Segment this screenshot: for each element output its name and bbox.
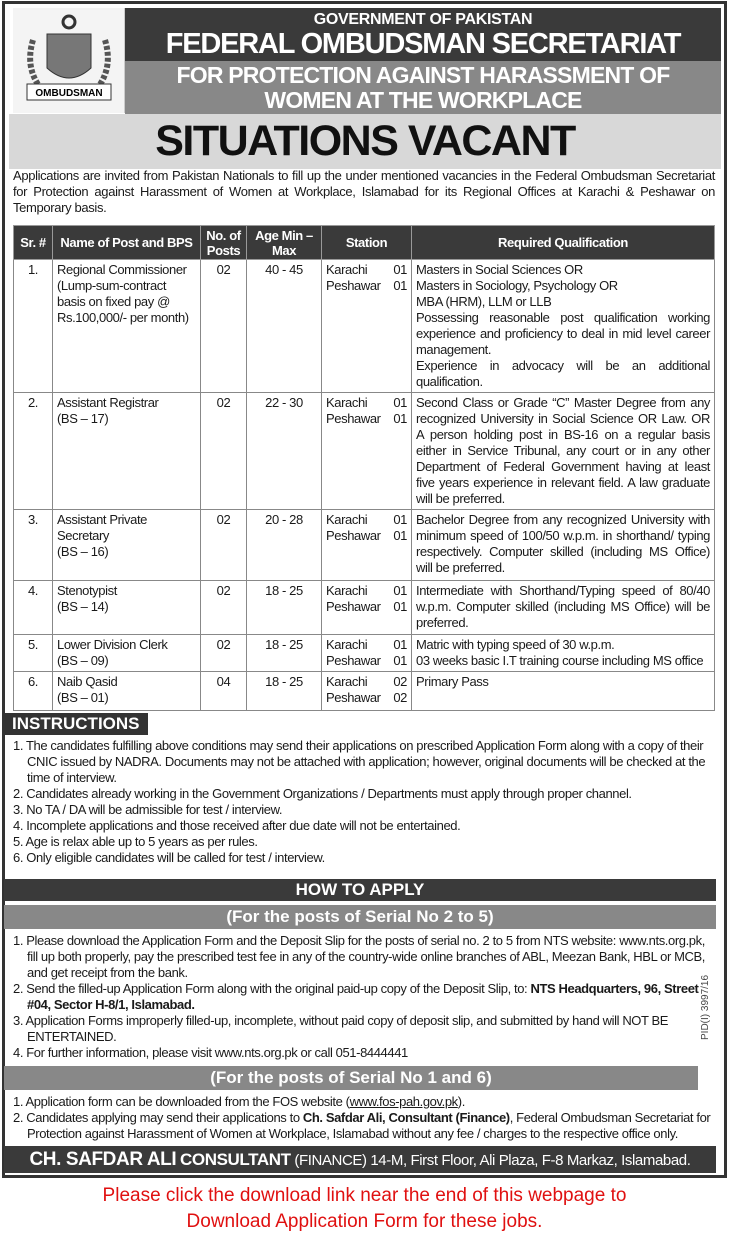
qualification-line: MBA (HRM), LLM or LLB bbox=[416, 294, 552, 309]
post-cell bbox=[53, 581, 201, 635]
col-post: Name of Post and BPS bbox=[53, 226, 201, 260]
qualification-line: Experience in advocacy will be an additional qualification. bbox=[416, 358, 710, 389]
station-count: 01 bbox=[393, 512, 407, 527]
post-cell bbox=[53, 393, 201, 510]
post-name: Lower Division Clerk bbox=[57, 637, 168, 652]
age-cell: 40 - 45 bbox=[247, 260, 322, 393]
station-cell bbox=[322, 260, 412, 393]
station-cell bbox=[322, 510, 412, 581]
post-name: Assistant Private Secretary bbox=[57, 512, 148, 543]
station-cell bbox=[322, 672, 412, 711]
post-detail: (Lump-sum-contract basis on fixed pay @ Rs.100,000/- per month) bbox=[57, 278, 189, 325]
header-banner bbox=[125, 8, 721, 61]
col-station: Station bbox=[322, 226, 412, 260]
station-name: Peshawar bbox=[326, 411, 381, 426]
consultant-name: Ch. Safdar Ali, Consultant (Finance) bbox=[302, 1110, 510, 1125]
station-count: 02 bbox=[393, 690, 407, 705]
station-count: 01 bbox=[393, 411, 407, 426]
list-item: 5. Age is relax able up to 5 years as per rules. bbox=[13, 834, 258, 849]
table-header bbox=[14, 226, 715, 260]
fos-website-link[interactable]: www.fos-pah.gov.pk bbox=[349, 1094, 458, 1109]
station-name: Karachi bbox=[326, 674, 368, 689]
station-name: Peshawar bbox=[326, 528, 381, 543]
station-count: 01 bbox=[393, 583, 407, 598]
serial-cell: 5. bbox=[14, 635, 53, 672]
serial-cell: 6. bbox=[14, 672, 53, 711]
qualification-cell bbox=[412, 672, 715, 711]
qualification-line: Second Class or Grade “C” Master Degree from any recognized University in Social Science OR Law. OR A person holding post in BS-16 on a regular basis either in Service Tribunal, any court or in any other Department of Federal Government having at least five years experience in relevant field. A law graduate will be preferred. bbox=[416, 395, 710, 506]
age-cell: 20 - 28 bbox=[247, 510, 322, 581]
post-detail: (BS – 17) bbox=[57, 411, 109, 426]
footer-contact bbox=[4, 1146, 716, 1173]
post-name: Assistant Registrar bbox=[57, 395, 159, 410]
table-row bbox=[14, 635, 715, 672]
list-item: 4. Incomplete applications and those received after due date will not be entertained. bbox=[13, 818, 461, 833]
station-name: Peshawar bbox=[326, 690, 381, 705]
age-cell: 18 - 25 bbox=[247, 581, 322, 635]
list-item: 1. Please download the Application Form and the Deposit Slip for the posts of serial no. 2 to 5 from NTS website: www.nts.org.pk, fill up both properly, pay the prescribed test fee in any of the country-wide online branches of ABL, Meezan Bank, HBL or MCB, and get receipt from the bank. bbox=[13, 933, 705, 980]
col-age: Age Min – Max bbox=[247, 226, 322, 260]
item-text: , Federal Ombudsman Secretariat for Protection against Harassment of Women at Workplace, Islamabad without any fee / charges to the respective office only. bbox=[27, 1110, 711, 1141]
footer-name: CH. SAFDAR ALI bbox=[29, 1149, 177, 1170]
posts-cell: 04 bbox=[201, 672, 247, 711]
posts-cell: 02 bbox=[201, 581, 247, 635]
post-name: Regional Commissioner bbox=[57, 262, 187, 277]
item-text: 2. Candidates applying may send their applications to bbox=[13, 1110, 303, 1125]
organization-title: FEDERAL OMBUDSMAN SECRETARIAT bbox=[165, 28, 681, 60]
post-cell bbox=[53, 260, 201, 393]
qualification-cell bbox=[412, 260, 715, 393]
station-count: 01 bbox=[393, 278, 407, 293]
page-title: SITUATIONS VACANT bbox=[9, 114, 721, 169]
table-row bbox=[14, 510, 715, 581]
subtitle-line-2: WOMEN AT THE WORKPLACE bbox=[264, 87, 582, 113]
qualification-cell bbox=[412, 510, 715, 581]
qualification-line: Possessing reasonable post qualification working experience and proficiency to deal in mid level career management. bbox=[416, 310, 710, 357]
qualification-line: Matric with typing speed of 30 w.p.m. bbox=[416, 637, 615, 652]
post-detail: (BS – 09) bbox=[57, 653, 109, 668]
serial-cell: 4. bbox=[14, 581, 53, 635]
footer-address: (FINANCE) 14-M, First Floor, Ali Plaza, F-8 Markaz, Islamabad. bbox=[294, 1152, 691, 1169]
posts-cell: 02 bbox=[201, 393, 247, 510]
list-item: 1. The candidates fulfilling above conditions may send their applications on prescribed Application Form along with a copy of their CNIC issued by NADRA. Documents may not be attached with application; however, original documents will be checked at the time of interview. bbox=[13, 738, 706, 785]
qualification-cell bbox=[412, 393, 715, 510]
station-name: Peshawar bbox=[326, 599, 381, 614]
post-cell bbox=[53, 510, 201, 581]
list-item: 3. Application Forms improperly filled-up, incomplete, without paid copy of deposit slip, and submitted by hand will NOT BE ENTERTAINED. bbox=[13, 1013, 669, 1044]
posts-cell: 02 bbox=[201, 510, 247, 581]
item-text: 2. Send the filled-up Application Form along with the original paid-up copy of the Deposit Slip, to: bbox=[13, 981, 531, 996]
item-text: 1. Application form can be downloaded from the FOS website ( bbox=[13, 1094, 350, 1109]
station-name: Peshawar bbox=[326, 278, 381, 293]
table-row bbox=[14, 393, 715, 510]
instructions-heading: INSTRUCTIONS bbox=[4, 713, 148, 735]
station-cell bbox=[322, 581, 412, 635]
station-count: 02 bbox=[393, 674, 407, 689]
notice-line-1: Please click the download link near the end of this webpage to bbox=[102, 1185, 627, 1206]
svg-text:OMBUDSMAN: OMBUDSMAN bbox=[35, 88, 103, 99]
age-cell: 22 - 30 bbox=[247, 393, 322, 510]
list-item bbox=[13, 981, 718, 1013]
station-cell bbox=[322, 635, 412, 672]
posts-cell: 02 bbox=[201, 260, 247, 393]
station-name: Karachi bbox=[326, 637, 368, 652]
apply-list-2-5 bbox=[13, 933, 718, 1061]
col-posts: No. of Posts bbox=[201, 226, 247, 260]
serial-1-6-heading: (For the posts of Serial No 1 and 6) bbox=[4, 1066, 698, 1090]
list-item: 6. Only eligible candidates will be called for test / interview. bbox=[13, 850, 325, 865]
station-count: 01 bbox=[393, 395, 407, 410]
station-name: Karachi bbox=[326, 262, 368, 277]
notice-line-2: Download Application Form for these jobs. bbox=[186, 1211, 543, 1232]
age-cell: 18 - 25 bbox=[247, 672, 322, 711]
station-count: 01 bbox=[393, 262, 407, 277]
vacancies-table bbox=[13, 225, 715, 711]
qualification-line: 03 weeks basic I.T training course including MS office bbox=[416, 653, 704, 668]
instructions-list bbox=[13, 738, 718, 866]
serial-2-5-heading: (For the posts of Serial No 2 to 5) bbox=[4, 905, 716, 929]
station-count: 01 bbox=[393, 528, 407, 543]
government-title: GOVERNMENT OF PAKISTAN bbox=[313, 11, 533, 28]
serial-cell: 3. bbox=[14, 510, 53, 581]
station-name: Peshawar bbox=[326, 653, 381, 668]
post-detail: (BS – 01) bbox=[57, 690, 109, 705]
how-to-apply-heading: HOW TO APPLY bbox=[4, 879, 716, 901]
qualification-cell bbox=[412, 635, 715, 672]
col-sr: Sr. # bbox=[14, 226, 53, 260]
qualification-line: Primary Pass bbox=[416, 674, 489, 689]
post-name: Stenotypist bbox=[57, 583, 117, 598]
station-count: 01 bbox=[393, 599, 407, 614]
station-count: 01 bbox=[393, 653, 407, 668]
table-row bbox=[14, 581, 715, 635]
item-text: ). bbox=[457, 1094, 465, 1109]
station-name: Karachi bbox=[326, 512, 368, 527]
post-detail: (BS – 16) bbox=[57, 544, 109, 559]
qualification-line: Bachelor Degree from any recognized University with minimum speed of 100/50 w.p.m. in shorthand/ typing respectively. Computer skilled (including MS Office) will be preferred. bbox=[416, 512, 710, 575]
station-count: 01 bbox=[393, 637, 407, 652]
list-item bbox=[13, 1110, 718, 1142]
download-notice bbox=[0, 1183, 729, 1235]
subtitle-banner bbox=[125, 61, 721, 114]
qualification-line: Masters in Sociology, Psychology OR bbox=[416, 278, 618, 293]
serial-cell: 1. bbox=[14, 260, 53, 393]
station-name: Karachi bbox=[326, 583, 368, 598]
table-row bbox=[14, 260, 715, 393]
subtitle-line-1: FOR PROTECTION AGAINST HARASSMENT OF bbox=[176, 62, 670, 88]
post-detail: (BS – 14) bbox=[57, 599, 109, 614]
apply-list-1-6 bbox=[13, 1094, 718, 1142]
footer-role: CONSULTANT bbox=[180, 1150, 291, 1169]
list-item: 4. For further information, please visit www.nts.org.pk or call 051-8444441 bbox=[13, 1045, 408, 1060]
list-item: 2. Candidates already working in the Government Organizations / Departments must apply through proper channel. bbox=[13, 786, 632, 801]
serial-cell: 2. bbox=[14, 393, 53, 510]
col-qualification: Required Qualification bbox=[412, 226, 715, 260]
list-item bbox=[13, 1094, 718, 1110]
post-cell bbox=[53, 635, 201, 672]
age-cell: 18 - 25 bbox=[247, 635, 322, 672]
qualification-line: Masters in Social Sciences OR bbox=[416, 262, 583, 277]
list-item: 3. No TA / DA will be admissible for test / interview. bbox=[13, 802, 283, 817]
station-cell bbox=[322, 393, 412, 510]
station-name: Karachi bbox=[326, 395, 368, 410]
post-name: Naib Qasid bbox=[57, 674, 118, 689]
table-row bbox=[14, 672, 715, 711]
nts-address: NTS Headquarters, 96, Street #04, Sector H-8/1, Islamabad. bbox=[27, 981, 699, 1012]
ombudsman-logo bbox=[13, 8, 125, 113]
pid-number: PID(I) 3997/16 bbox=[700, 974, 711, 1040]
qualification-cell bbox=[412, 581, 715, 635]
post-cell bbox=[53, 672, 201, 711]
qualification-line: Intermediate with Shorthand/Typing speed of 80/40 w.p.m. Computer skilled (including MS Office) will be preferred. bbox=[416, 583, 710, 630]
posts-cell: 02 bbox=[201, 635, 247, 672]
intro-text: Applications are invited from Pakistan Nationals to fill up the under mentioned vacancies in the Federal Ombudsman Secretariat for Protection against Harassment of Women at Workplace, Islamabad for its Regional Offices at Karachi & Peshawar on Temporary basis. bbox=[13, 168, 715, 215]
